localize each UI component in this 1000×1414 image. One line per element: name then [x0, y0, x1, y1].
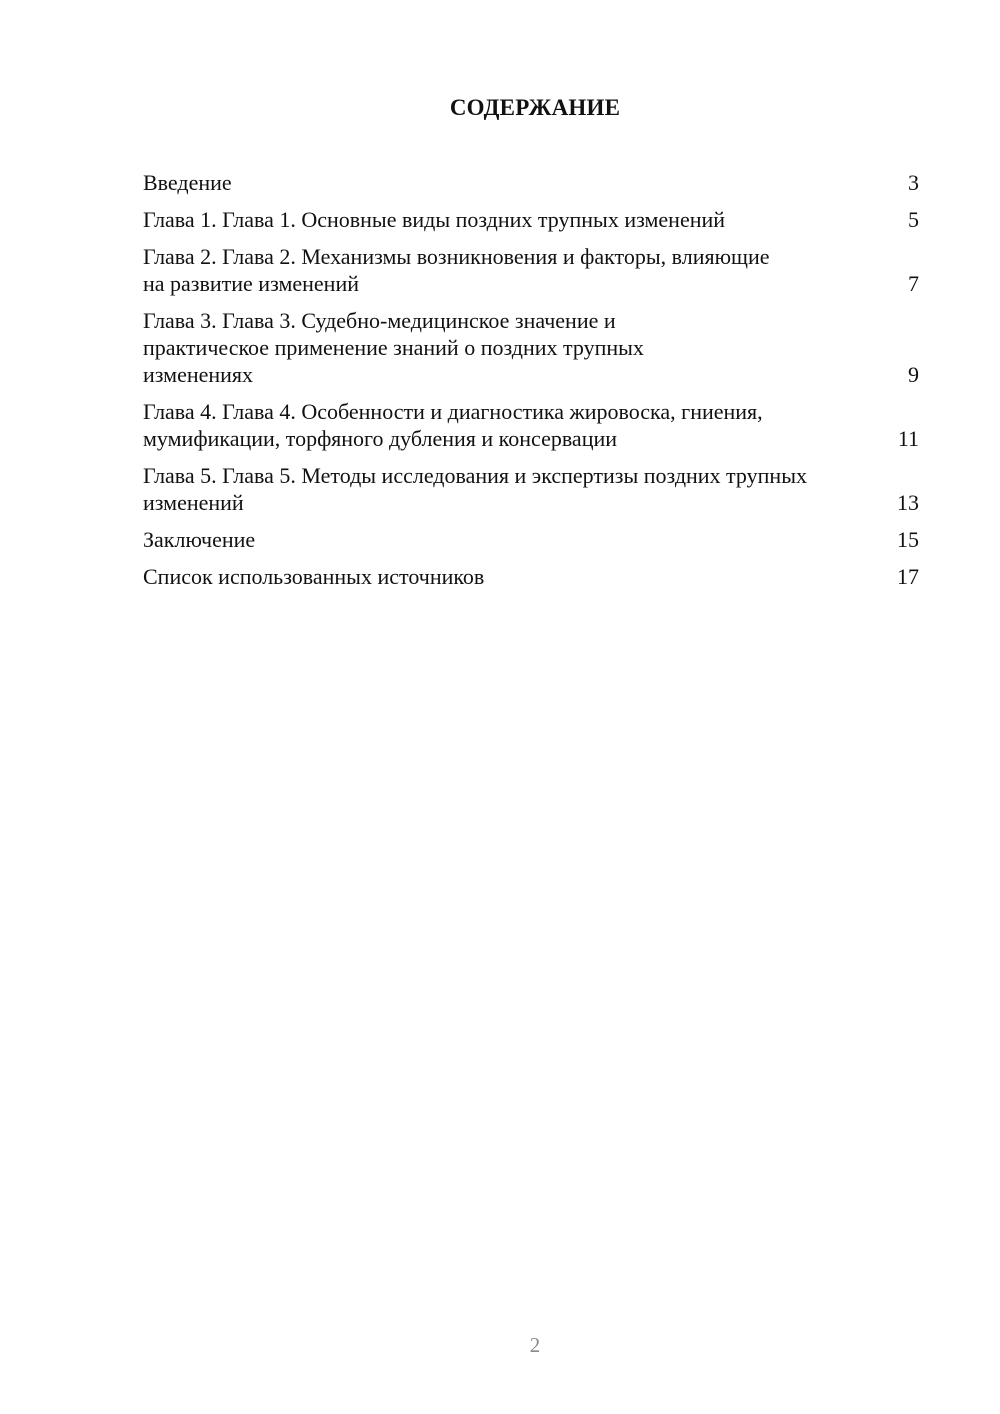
toc-entry	[143, 398, 919, 452]
toc-entry-page: 13	[897, 490, 919, 515]
toc-entry	[143, 526, 919, 553]
toc-entry-page: 3	[908, 170, 919, 195]
toc-entry-page: 9	[908, 362, 919, 387]
toc-entry-page: 7	[908, 271, 919, 296]
toc-entry-page: 15	[897, 527, 919, 552]
toc-entry-text: Глава 3. Глава 3. Судебно-медицинское значение и практическое применение знаний о поздних трупных изменениях	[143, 308, 644, 387]
toc-entry-text: Заключение	[143, 527, 256, 552]
toc-entry	[143, 243, 919, 297]
toc-entry-page: 5	[908, 207, 919, 232]
toc-entry-text: Глава 1. Глава 1. Основные виды поздних трупных изменений	[143, 207, 726, 232]
toc-entry	[143, 169, 919, 196]
toc-entry-text: Глава 2. Глава 2. Механизмы возникновения и факторы, влияющие на развитие изменений	[143, 244, 770, 296]
toc-entry	[143, 462, 919, 516]
page-number: 2	[529, 1333, 541, 1357]
toc-entry-text: Глава 4. Глава 4. Особенности и диагностика жировоска, гниения, мумификации, торфяного дубления и консервации	[143, 399, 763, 451]
toc-entry	[143, 206, 919, 233]
toc-entry-page: 11	[897, 426, 919, 451]
page-title: СОДЕРЖАНИЕ	[449, 95, 621, 120]
toc-entry	[143, 307, 919, 388]
toc-entry-page: 17	[897, 564, 919, 589]
toc-entry-text: Список использованных источников	[143, 564, 485, 589]
toc-entry-text: Глава 5. Глава 5. Методы исследования и экспертизы поздних трупных изменений	[143, 463, 807, 515]
toc-entry	[143, 563, 919, 590]
toc-entry-text: Введение	[143, 170, 232, 195]
table-of-contents	[143, 169, 919, 600]
